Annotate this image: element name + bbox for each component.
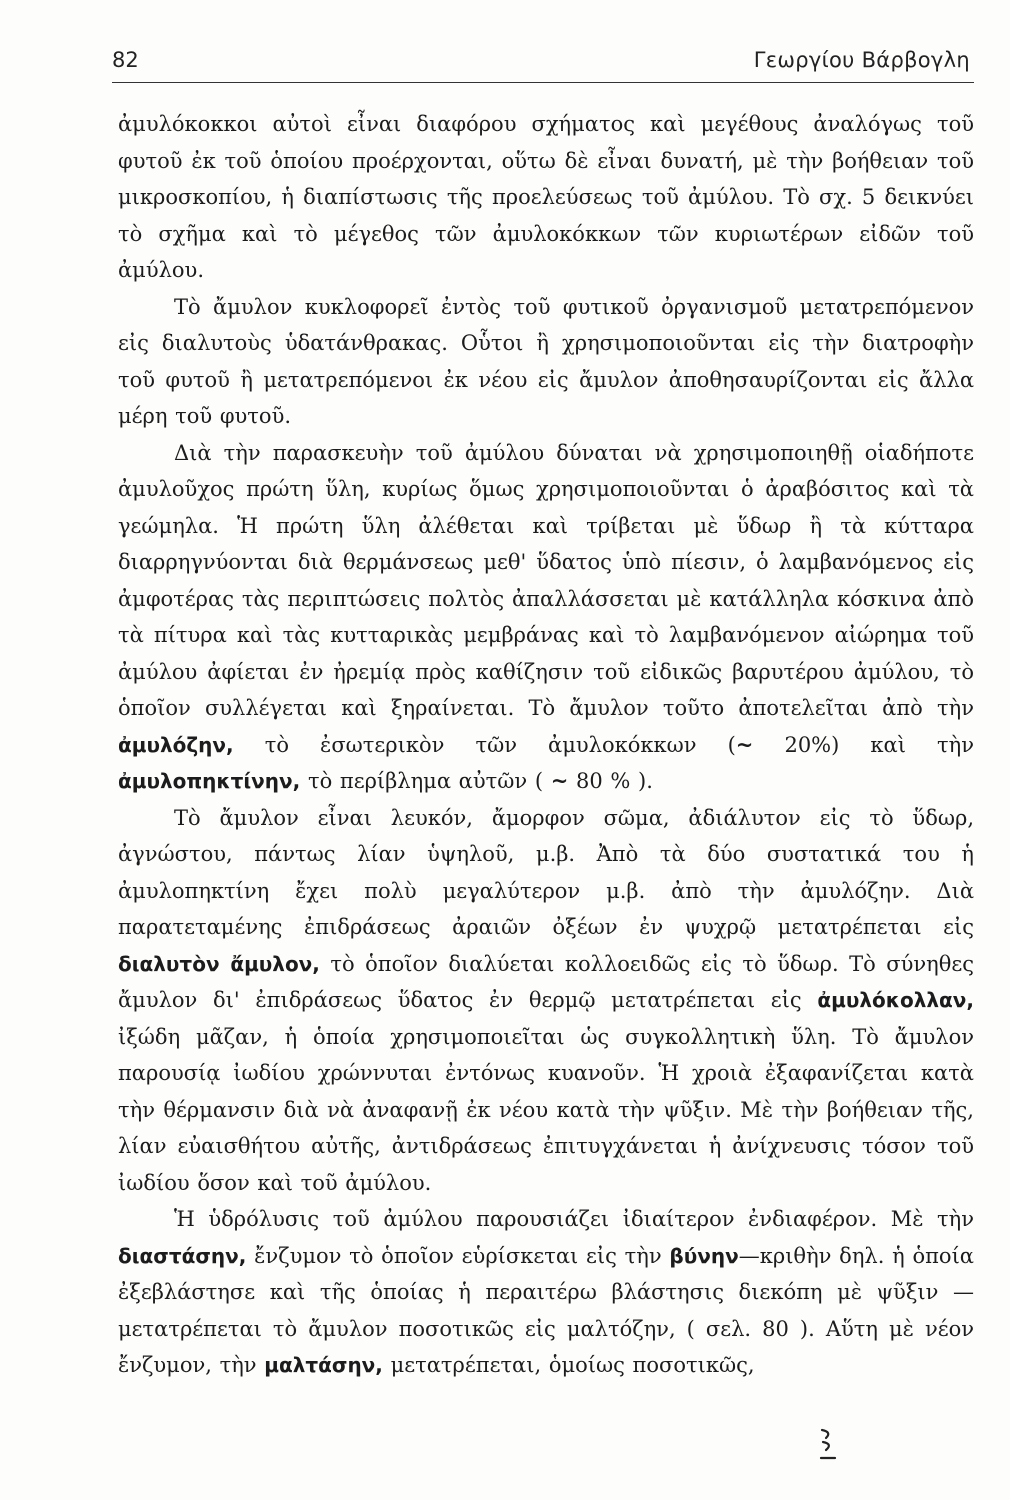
- paragraph-text: τὸ περίβλημα αὐτῶν (: [307, 769, 544, 793]
- page-number: 82: [112, 48, 139, 72]
- paragraph-text: ἰξώδη μᾶζαν, ἡ ὁποία χρησιμοποιεῖται ὡς συγκολλητικὴ ὕλη. Τὸ ἄμυλον παρουσίᾳ ἰωδίου χρώννυται ἐντόνως κυανοῦν. Ἡ χροιὰ ἐξαφανίζεται κατὰ τὴν θέρμανσιν διὰ νὰ ἀναφανῇ ἐκ νέου κατὰ τὴν ψῦξιν. Μὲ τὴν βοήθειαν τῆς, λίαν εὐαισθήτου αὐτῆς, ἀντιδράσεως ἐπιτυγχάνεται ἡ ἀνίχνευσις τόσον τοῦ ἰωδίου ὅσον καὶ τοῦ ἀμύλου.: [118, 1024, 974, 1195]
- header-rule: [112, 82, 974, 83]
- running-head-author: Γεωργίου Βάρβογλη: [753, 48, 970, 72]
- paragraph-text: μετατρέπεται, ὁμοίως ποσοτικῶς,: [390, 1353, 755, 1377]
- paragraph-text: ἔνζυμον τὸ ὁποῖον εὑρίσκεται εἰς τὴν: [254, 1243, 662, 1268]
- term-soluble-starch: διαλυτὸν ἄμυλον,: [118, 951, 320, 976]
- term-maltase: μαλτάσην,: [264, 1353, 383, 1377]
- paragraph-text: Τὸ ἄμυλον κυκλοφορεῖ ἐντὸς τοῦ φυτικοῦ ὀργανισμοῦ μετατρεπόμενον εἰς διαλυτοὺς ὑδατάνθρακας. Οὗτοι ἢ χρησιμοποιοῦνται εἰς τὴν διατροφὴν τοῦ φυτοῦ ἢ μετατρεπόμενοι ἐκ νέου εἰς ἄμυλον ἀποθησαυρίζονται εἰς ἄλλα μέρη τοῦ φυτοῦ.: [118, 294, 974, 428]
- paragraph-5: [118, 1201, 974, 1384]
- paragraph-4: [118, 800, 974, 1202]
- paragraph-text: Τὸ ἄμυλον εἶναι λευκόν, ἄμορφον σῶμα, ἀδιάλυτον εἰς τὸ ὕδωρ, ἀγνώστου, πάντως λίαν ὑψηλοῦ, μ.β. Ἀπὸ τὰ δύο συστατικά του ἡ ἀμυλοπηκτίνη ἔχει πολὺ μεγαλύτερον μ.β. ἀπὸ τὴν ἀμυλόζην. Διὰ παρατεταμένης ἐπιδράσεως ἀραιῶν ὀξέων ἐν ψυχρῷ μετατρέπεται εἰς: [118, 805, 974, 939]
- term-diastase: διαστάσην,: [118, 1243, 247, 1268]
- paragraph-text: ἀμυλόκοκκοι αὐτοὶ εἶναι διαφόρου σχήματος καὶ μεγέθους ἀναλόγως τοῦ φυτοῦ ἐκ τοῦ ὁποίου προέρχονται, οὕτω δὲ εἶναι δυνατή, μὲ τὴν βοήθειαν τοῦ μικροσκοπίου, ἡ διαπίστωσις τῆς προελεύσεως τοῦ ἀμύλου. Τὸ σχ. 5 δεικνύει τὸ σχῆμα καὶ τὸ μέγεθος τῶν ἀμυλοκόκκων τῶν κυριωτέρων εἰδῶν τοῦ ἀμύλου.: [118, 112, 974, 282]
- paragraph-1: [118, 106, 974, 289]
- printer-mark-icon: [818, 1426, 838, 1466]
- paragraph-2: [118, 289, 974, 435]
- paragraph-text: 80 % ).: [576, 769, 653, 793]
- paragraph-text: 20%) καὶ τὴν: [784, 732, 974, 757]
- term-malt: βύνην: [669, 1243, 739, 1268]
- paragraph-text: τὸ ὁποῖον διαλύεται κολλοειδῶς εἰς τὸ ὕδωρ. Τὸ σύνηθες ἄμυλον δι' ἐπιδράσεως ὕδατος ἐν θερμῷ μετατρέπεται εἰς: [118, 951, 975, 1012]
- term-starch-paste: ἀμυλόκολλαν,: [817, 988, 974, 1012]
- approx-symbol: ~: [550, 768, 569, 793]
- paragraph-text: Ἡ ὑδρόλυσις τοῦ ἀμύλου παρουσιάζει ἰδιαίτερον ἐνδιαφέρον. Μὲ τὴν: [174, 1207, 974, 1231]
- paragraph-text: Διὰ τὴν παρασκευὴν τοῦ ἀμύλου δύναται νὰ χρησιμοποιηθῇ οἱαδήποτε ἀμυλοῦχος πρώτη ὕλη, κυρίως ὅμως χρησιμοποιοῦνται ὁ ἀραβόσιτος καὶ τὰ γεώμηλα. Ἡ πρώτη ὕλη ἀλέθεται καὶ τρίβεται μὲ ὕδωρ ἢ τὰ κύτταρα διαρρηγνύονται διὰ θερμάνσεως μεθ' ὕδατος ὑπὸ πίεσιν, ὁ λαμβανόμενος εἰς ἀμφοτέρας τὰς περιπτώσεις πολτὸς ἀπαλλάσσεται μὲ κατάλληλα κόσκινα ἀπὸ τὰ πίτυρα καὶ τὰς κυτταρικὰς μεμβράνας καὶ τὸ λαμβανόμενον αἰώρημα τοῦ ἀμύλου ἀφίεται ἐν ἠρεμίᾳ πρὸς καθίζησιν τοῦ εἰδικῶς βαρυτέρου ἀμύλου, τὸ ὁποῖον συλλέγεται καὶ ξηραίνεται. Τὸ ἄμυλον τοῦτο ἀποτελεῖται ἀπὸ τὴν: [118, 440, 974, 720]
- paragraph-3: [118, 435, 974, 800]
- body-text: [118, 106, 974, 1384]
- approx-symbol: ~: [735, 731, 754, 757]
- running-head: [112, 42, 980, 78]
- paragraph-text: τὸ ἐσωτερικὸν τῶν ἀμυλοκόκκων (: [264, 732, 736, 757]
- paragraph-text: —κριθὴν δηλ. ἡ ὁποία ἐξεβλάστησε καὶ τῆς ὁποίας ἡ περαιτέρω βλάστησις διεκόπη μὲ ψῦξιν — μετατρέπεται τὸ ἄμυλον ποσοτικῶς εἰς μαλτόζην, ( σελ. 80 ). Αὕτη μὲ νέον ἔνζυμον, τὴν: [118, 1243, 974, 1377]
- term-amylose: ἀμυλόζην,: [118, 732, 234, 757]
- term-amylopectin: ἀμυλοπηκτίνην,: [118, 769, 301, 793]
